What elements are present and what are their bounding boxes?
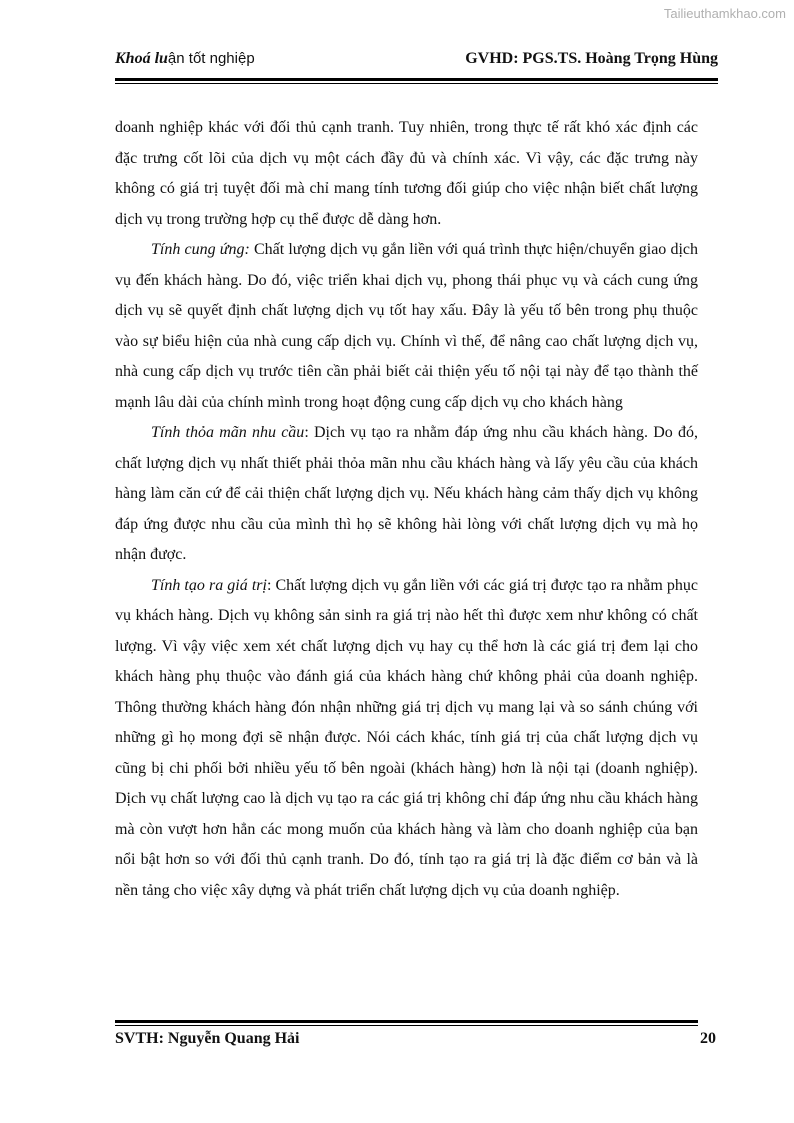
- header-title-italic: Khoá lu: [115, 50, 168, 67]
- paragraph-text: Chất lượng dịch vụ gắn liền với quá trình thực hiện/chuyển giao dịch vụ đến khách hàng. Do đó, việc triển khai dịch vụ, phong thái phục vụ và cách cung ứng dịch vụ sẽ quyết định chất lượng dịch vụ tốt hay xấu. Đây là yếu tố bên trong phụ thuộc vào sự biểu hiện của nhà cung cấp dịch vụ. Chính vì thế, để nâng cao chất lượng dịch vụ, nhà cung cấp dịch vụ trước tiên cần phải biết cải thiện yếu tố nội tại này để tạo thành thế mạnh lâu dài của chính mình trong hoạt động cung cấp dịch vụ cho khách hàng: [115, 241, 699, 411]
- paragraph-term: Tính thỏa mãn nhu cầu: [151, 424, 305, 441]
- header-rule: [115, 78, 718, 84]
- paragraph-term: Tính cung ứng:: [151, 241, 250, 258]
- paragraph-text: : Dịch vụ tạo ra nhằm đáp ứng nhu cầu khách hàng. Do đó, chất lượng dịch vụ nhất thiết phải thỏa mãn nhu cầu khách hàng và lấy yêu cầu của khách hàng làm căn cứ để cải thiện chất lượng dịch vụ. Nếu khách hàng cảm thấy dịch vụ không đáp ứng được nhu cầu của mình thì họ sẽ không hài lòng với chất lượng dịch vụ mà họ nhận được.: [115, 424, 699, 563]
- paragraph-term: Tính tạo ra giá trị: [151, 576, 267, 594]
- header-thesis-title: [115, 50, 255, 68]
- paragraph-text: doanh nghiệp khác với đối thủ cạnh tranh. Tuy nhiên, trong thực tế rất khó xác định các đặc trưng cốt lõi của dịch vụ một cách đầy đủ và chính xác. Vì vậy, các đặc trưng này không có giá trị tuyệt đối mà chỉ mang tính tương đối giúp cho việc nhận biết chất lượng dịch vụ trong trường hợp cụ thể được dễ dàng hơn.: [115, 119, 698, 228]
- paragraph-text: : Chất lượng dịch vụ gắn liền với các giá trị được tạo ra nhằm phục vụ khách hàng. Dịch vụ không sản sinh ra giá trị nào hết thì được xem như không có chất lượng. Vì vậy việc xem xét chất lượng dịch vụ hay cụ thể hơn là các giá trị đem lại cho khách hàng phụ thuộc vào đánh giá của khách hàng chứ không phải của doanh nghiệp. Thông thường khách hàng đón nhận những giá trị dịch vụ mang lại và so sánh chúng với những gì họ mong đợi sẽ nhận được. Nói cách khác, tính giá trị của chất lượng dịch vụ cũng bị chi phối bởi nhiều yếu tố bên ngoài (khách hàng) hơn là nội tại (doanh nghiệp). Dịch vụ chất lượng cao là dịch vụ tạo ra các giá trị không chỉ đáp ứng nhu cầu khách hàng mà còn vượt hơn hẳn các mong muốn của khách hàng và làm cho doanh nghiệp của bạn nổi bật hơn so với đối thủ cạnh tranh. Do đó, tính tạo ra giá trị là đặc điểm cơ bản và là nền tảng cho việc xây dựng và phát triển chất lượng dịch vụ của doanh nghiệp.: [115, 576, 699, 899]
- header-title-rest: ận tốt nghiệp: [167, 50, 255, 67]
- paragraph-value: [115, 571, 698, 907]
- footer-student: SVTH: Nguyễn Quang Hải: [115, 1030, 300, 1047]
- paragraph-supply: [115, 235, 698, 418]
- footer-rule: [115, 1020, 698, 1026]
- page-header: [115, 46, 718, 76]
- paragraph-continuation: [115, 113, 698, 235]
- watermark-text: Tailieuthamkhao.com: [663, 6, 786, 21]
- page-body: [115, 113, 698, 906]
- paragraph-satisfaction: [115, 418, 698, 571]
- page-number: 20: [700, 1030, 716, 1047]
- header-advisor: GVHD: PGS.TS. Hoàng Trọng Hùng: [465, 50, 718, 67]
